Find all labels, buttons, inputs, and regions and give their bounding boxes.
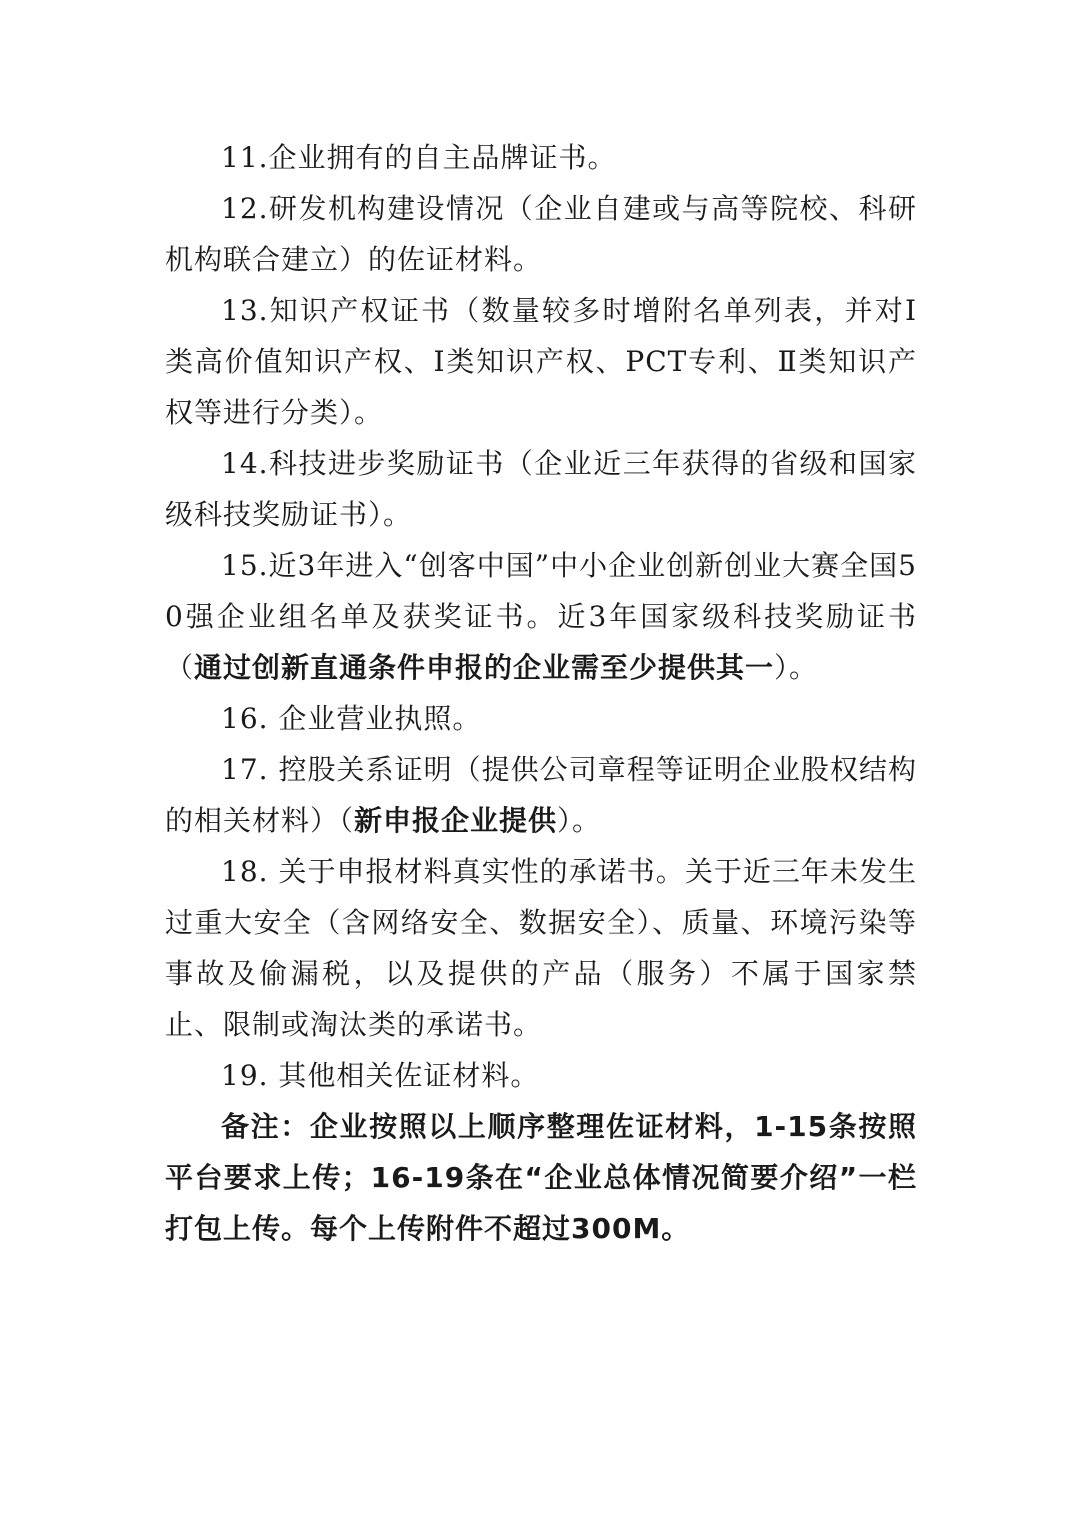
remarks-note: 备注：企业按照以上顺序整理佐证材料，1-15条按照平台要求上传；16-19条在“企业总体情况简要介绍”一栏打包上传。每个上传附件不超过300M。 — [165, 1110, 917, 1245]
item-11: 11.企业拥有的自主品牌证书。 — [221, 141, 617, 174]
item-16: 16. 企业营业执照。 — [221, 702, 482, 735]
item-19: 19. 其他相关佐证材料。 — [221, 1059, 540, 1092]
document-page — [165, 132, 917, 1254]
item-15: 15.近3年进入“创客中国”中小企业创新创业大赛全国50强企业组名单及获奖证书。近3年国家级科技奖励证书（通过创新直通条件申报的企业需至少提供其一）。 — [165, 549, 917, 684]
item-14: 14.科技进步奖励证书（企业近三年获得的省级和国家级科技奖励证书）。 — [165, 447, 917, 531]
item-12: 12.研发机构建设情况（企业自建或与高等院校、科研机构联合建立）的佐证材料。 — [165, 192, 917, 276]
item-13: 13.知识产权证书（数量较多时增附名单列表，并对Ⅰ类高价值知识产权、Ⅰ类知识产权、PCT专利、Ⅱ类知识产权等进行分类）。 — [165, 294, 917, 429]
item-18: 18. 关于申报材料真实性的承诺书。关于近三年未发生过重大安全（含网络安全、数据安全）、质量、环境污染等事故及偷漏税，以及提供的产品（服务）不属于国家禁止、限制或淘汰类的承诺书。 — [165, 855, 917, 1041]
item-17: 17. 控股关系证明（提供公司章程等证明企业股权结构的相关材料）（新申报企业提供）。 — [165, 753, 917, 837]
item-15-bold: 通过创新直通条件申报的企业需至少提供其一 — [194, 651, 775, 684]
item-17-bold: 新申报企业提供 — [354, 804, 558, 837]
